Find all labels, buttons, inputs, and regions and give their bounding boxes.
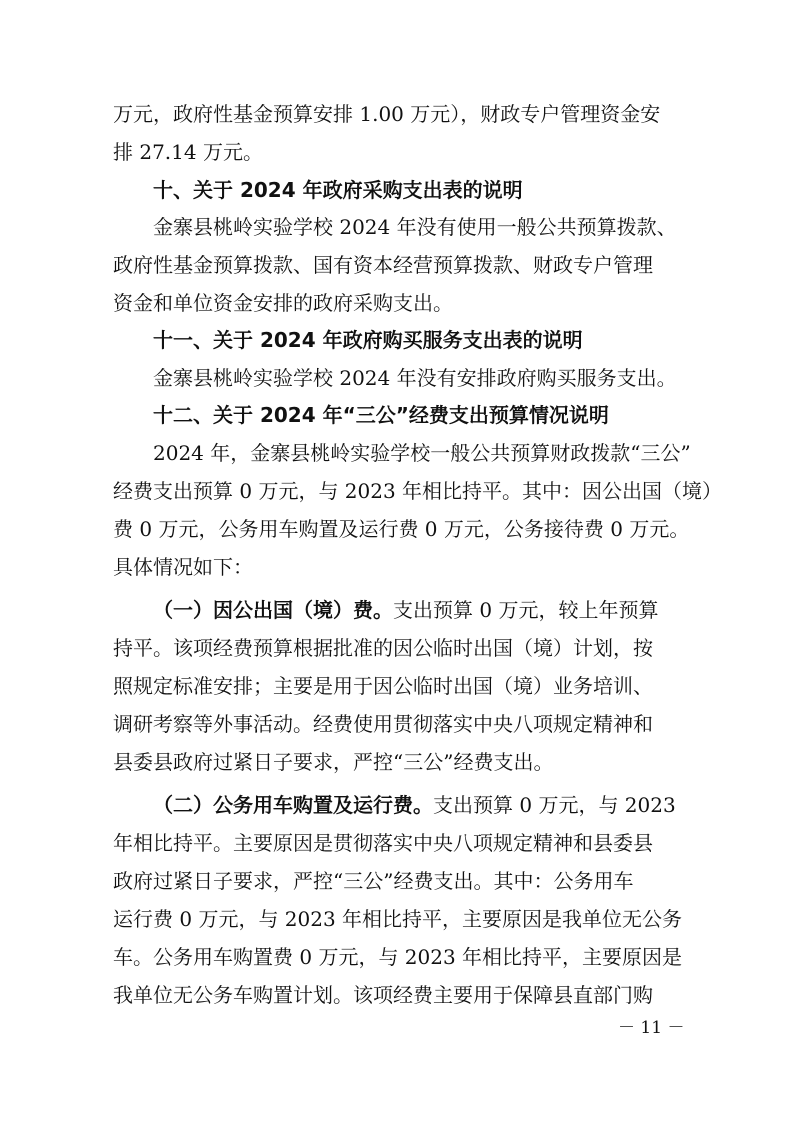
body-text-line: 车。公务用车购置费 0 万元，与 2023 年相比持平，主要原因是 [113,945,683,969]
section-heading-11: 十一、关于 2024 年政府购买服务支出表的说明 [153,328,583,352]
body-text-line: 持平。该项经费预算根据批准的因公临时出国（境）计划，按 [113,636,653,660]
body-text-run: 支出预算 0 万元，与 2023 [433,793,676,817]
body-text-line: 金寨县桃岭实验学校 2024 年没有安排政府购买服务支出。 [153,366,677,390]
body-text-line: 资金和单位资金安排的政府采购支出。 [113,291,453,315]
page-number: － 11 － [618,1018,685,1038]
body-text-line: 金寨县桃岭实验学校 2024 年没有使用一般公共预算拨款、 [153,215,677,239]
subsection-heading-2: （二）公务用车购置及运行费。 [153,793,433,817]
subsection-heading-1: （一）因公出国（境）费。 [153,598,393,622]
body-text-line: 经费支出预算 0 万元，与 2023 年相比持平。其中：因公出国（境） [113,479,723,503]
subsection-paragraph-1-first-line [153,596,658,624]
body-text-line: 具体情况如下： [113,555,253,579]
body-text-line: 2024 年，金寨县桃岭实验学校一般公共预算财政拨款“三公” [153,441,691,465]
subsection-paragraph-2-first-line [153,791,676,819]
body-text-line: 我单位无公务车购置计划。该项经费主要用于保障县直部门购 [113,983,653,1007]
body-text-run: 支出预算 0 万元，较上年预算 [393,598,659,622]
body-text-line: 调研考察等外事活动。经费使用贯彻落实中央八项规定精神和 [113,712,653,736]
body-text-line: 政府过紧日子要求，严控“三公”经费支出。其中：公务用车 [113,869,634,893]
body-text-line: 政府性基金预算拨款、国有资本经营预算拨款、财政专户管理 [113,253,653,277]
body-text-line: 年相比持平。主要原因是贯彻落实中央八项规定精神和县委县 [113,831,653,855]
body-text-line: 费 0 万元，公务用车购置及运行费 0 万元，公务接待费 0 万元。 [113,517,690,541]
body-text-line: 万元，政府性基金预算安排 1.00 万元），财政专户管理资金安 [113,102,661,126]
body-text-line: 县委县政府过紧日子要求，严控“三公”经费支出。 [113,750,554,774]
body-text-line: 排 27.14 万元。 [113,140,263,164]
body-text-line: 运行费 0 万元，与 2023 年相比持平，主要原因是我单位无公务 [113,907,683,931]
section-heading-10: 十、关于 2024 年政府采购支出表的说明 [153,178,523,202]
body-text-line: 照规定标准安排；主要是用于因公临时出国（境）业务培训、 [113,674,653,698]
section-heading-12: 十二、关于 2024 年“三公”经费支出预算情况说明 [153,403,609,427]
